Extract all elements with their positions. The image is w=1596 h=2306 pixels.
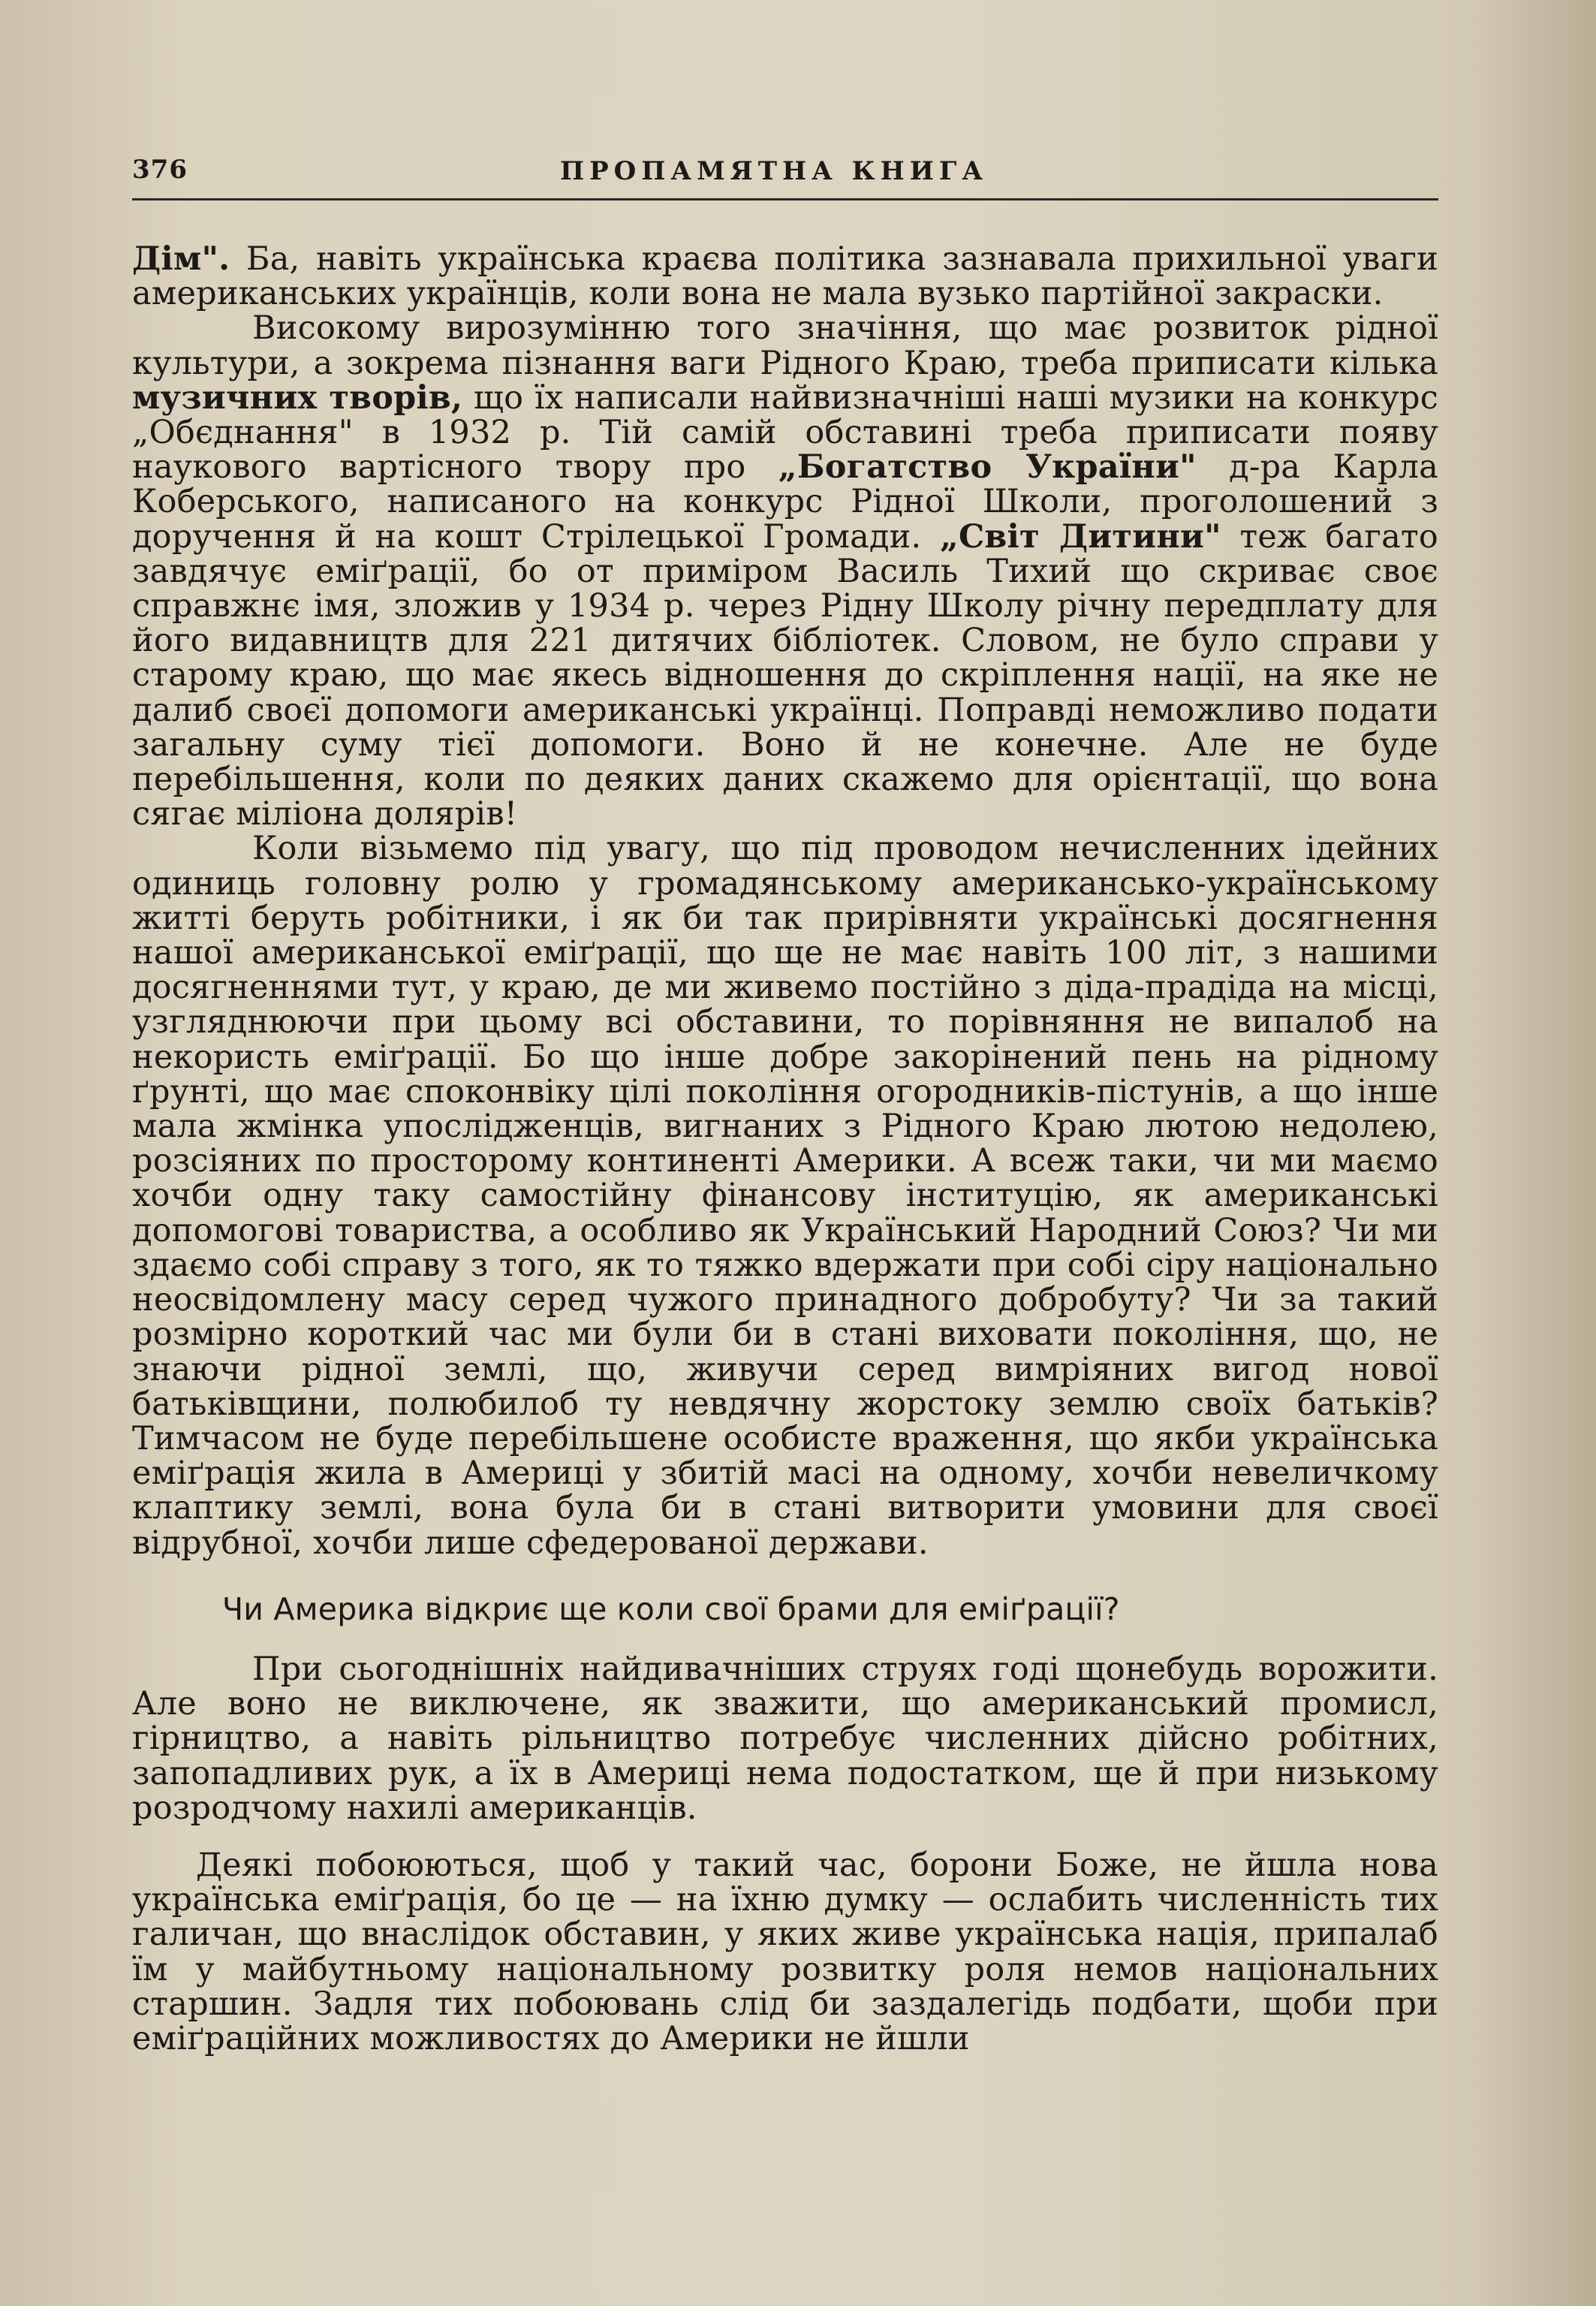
bold-book-title: „Богатство України": [778, 448, 1197, 487]
page-header: [132, 155, 1438, 200]
paragraph-gap: [132, 1825, 1438, 1848]
page-number: 376: [132, 155, 188, 185]
paragraph-2: Високому вирозумінню того значіння, що має розвиток рідної культури, а зокрема пізнання ваги Рідного Краю, треба приписати кілька музичних творів, що їх написали найвизначніші наші музики на конкурс „Обєднання" в 1932 р. Тій самій обставині треба приписати появу наукового вартісного твору про „Богатство України" д-ра Карла Коберського, написаного на конкурс Рідної Школи, проголошений з доручення й на кошт Стрілецької Громади. „Світ Дитини" теж багато завдячує еміґрації, бо от приміром Василь Тихий що скриває своє справжнє імя, зложив у 1934 р. через Рідну Школу річну передплату для його видавництв для 221 дитячих бібліотек. Словом, не було справи у старому краю, що має якесь відношення до скріплення нації, на яке не далиб своєї допомоги американські українці. Поправді неможливо подати загальну суму тієї допомоги. Воно й не конечне. Але не буде перебільшення, коли по деяких даних скажемо для орієнтації, що вона сягає міліона долярів!: [132, 309, 1438, 833]
body-text: [132, 242, 1438, 2056]
bold-music-works: музичних творів,: [132, 378, 463, 417]
bold-journal-title: „Світ Дитини": [940, 517, 1221, 556]
paragraph-4: При сьогоднішніх найдивачніших струях годі щонебудь ворожити. Але воно не виключене, як зважити, що американський промисл, гірництво, а навіть рільництво потребує численних дійсно робітних, запопадливих рук, а їх в Америці нема подостатком, ще й при низькому розродчому нахилі американців.: [132, 1650, 1438, 1827]
paragraph-5: Деякі побоюються, щоб у такий час, борони Боже, не йшла нова українська еміґрація, бо це — на їхню думку — ослабить численність тих галичан, що внаслідок обставин, у яких живе українська нація, припалаб їм у майбутньому національному розвитку роля немов національних старшин. Задля тих побоювань слід би заздалегідь подбати, щоби при еміґраційних можливостях до Америки не йшли: [132, 1846, 1438, 2057]
header-rule: [132, 198, 1438, 200]
paragraph-1: Дім". Ба, навіть українська краєва політика зазнавала прихильної уваги американських українців, коли вона не мала вузько партійної закраски.: [132, 240, 1438, 313]
section-subheading: Чи Америка відкриє ще коли свої брами для еміґрації?: [222, 1590, 1120, 1627]
paragraph-3: Коли візьмемо під увагу, що під проводом нечисленних ідейних одиниць головну ролю у громадянському американсько-українському житті беруть робітники, і як би так прирівняти українські досягнення нашої американської еміґрації, що ще не має навіть 100 літ, з нашими досягненнями тут, у краю, де ми живемо постійно з діда-прадіда на місці, узгляднюючи при цьому всі обставини, то порівняння не випалоб на некористь еміґрації. Бо що інше добре закорінений пень на рідному ґрунті, що має споконвіку цілі покоління огородників-пістунів, а що інше мала жмінка упослідженців, вигнаних з Рідного Краю лютою недолею, розсіяних по просторому континенті Америки. А всеж таки, чи ми маємо хочби одну таку самостійну фінансову інституцію, як американські допомогові товариства, а особливо як Український Народний Союз? Чи ми здаємо собі справу з того, як то тяжко вдержати при собі сіру національно неосвідомлену масу серед чужого принадного добробуту? Чи за такий розмірно короткий час ми були би в стані виховати покоління, що, не знаючи рідної землі, що, живучи серед вимріяних вигод нової батьківщини, полюбилоб ту невдячну жорстоку землю своїх батьків? Тимчасом не буде перебільшене особисте враження, що якби українська еміґрація жила в Америці у збитій масі на одному, хочби невеличкому клаптику землі, вона була би в стані витворити умовини для своєї відрубної, хочби лише сфедерованої держави.: [132, 830, 1438, 1562]
bold-lead: Дім".: [132, 240, 230, 278]
running-title: ПРОПАМЯТНА КНИГА: [560, 156, 989, 186]
